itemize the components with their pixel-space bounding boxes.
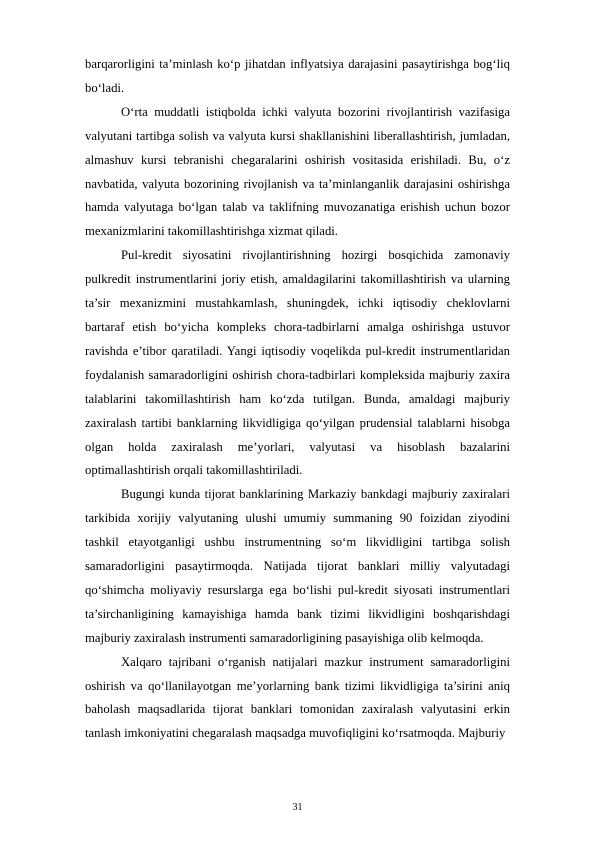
body-text xyxy=(85,53,510,746)
paragraph-4: Bugungi kunda tijorat banklarining Markaziy bankdagi majburiy zaxiralari tarkibida xorijiy valyutaning ulushi umumiy summaning 90 foizidan ziyodini tashkil etayotganligi ushbu instrumentning so‘m likvidligini tartibga solish samaradorligini pasaytirmoqda. Natijada tijorat banklari milliy valyutadagi qo‘shimcha moliyaviy resurslarga ega bo‘lishi pul-kredit siyosati instrumentlari ta’sirchanligining kamayishiga hamda bank tizimi likvidligini boshqarishdagi majburiy zaxiralash instrumenti samaradorligining pasayishiga olib kelmoqda. xyxy=(85,487,510,645)
paragraph-2: O‘rta muddatli istiqbolda ichki valyuta bozorini rivojlantirish vazifasiga valyutani tartibga solish va valyuta kursi shakllanishini liberallashtirish, jumladan, almashuv kursi tebranishi chegaralarini oshirish vositasida erishiladi. Bu, o‘z navbatida, valyuta bozorining rivojlanish va ta’minlanganlik darajasini oshirishga hamda valyutaga bo‘lgan talab va taklifning muvozanatiga erishish uchun bozor mexanizmlarini takomillashtirishga xizmat qiladi. xyxy=(85,104,510,239)
paragraph-1: barqarorligini ta’minlash ko‘p jihatdan inflyatsiya darajasini pasaytirishga bog‘liq bo‘ladi. xyxy=(85,57,510,95)
paragraph-3: Pul-kredit siyosatini rivojlantirishning hozirgi bosqichida zamonaviy pulkredit instrumentlarini joriy etish, amaldagilarini takomillashtirish va ularning ta’sir mexanizmini mustahkamlash, shuningdek, ichki iqtisodiy cheklovlarni bartaraf etish bo‘yicha kompleks chora-tadbirlarni amalga oshirishga ustuvor ravishda e’tibor qaratiladi. Yangi iqtisodiy voqelikda pul-kredit instrumentlaridan foydalanish samaradorligini oshirish chora-tadbirlari kompleksida majburiy zaxira talablarini takomillashtirish ham ko‘zda tutilgan. Bunda, amaldagi majburiy zaxiralash tartibi banklarning likvidligiga qo‘yilgan prudensial talablarni hisobga olgan holda zaxiralash me’yorlari, valyutasi va hisoblash bazalarini optimallashtirish orqali takomillashtiriladi. xyxy=(85,248,510,478)
page-number: 31 xyxy=(292,802,303,813)
paragraph-5: Xalqaro tajribani o‘rganish natijalari mazkur instrument samaradorligini oshirish va qo‘llanilayotgan me’yorlarning bank tizimi likvidligiga ta’sirini aniq baholash maqsadlarida tijorat banklari tomonidan zaxiralash valyutasini erkin tanlash imkoniyatini chegaralash maqsadga muvofiqligini ko‘rsatmoqda. Majburiy xyxy=(85,654,510,741)
